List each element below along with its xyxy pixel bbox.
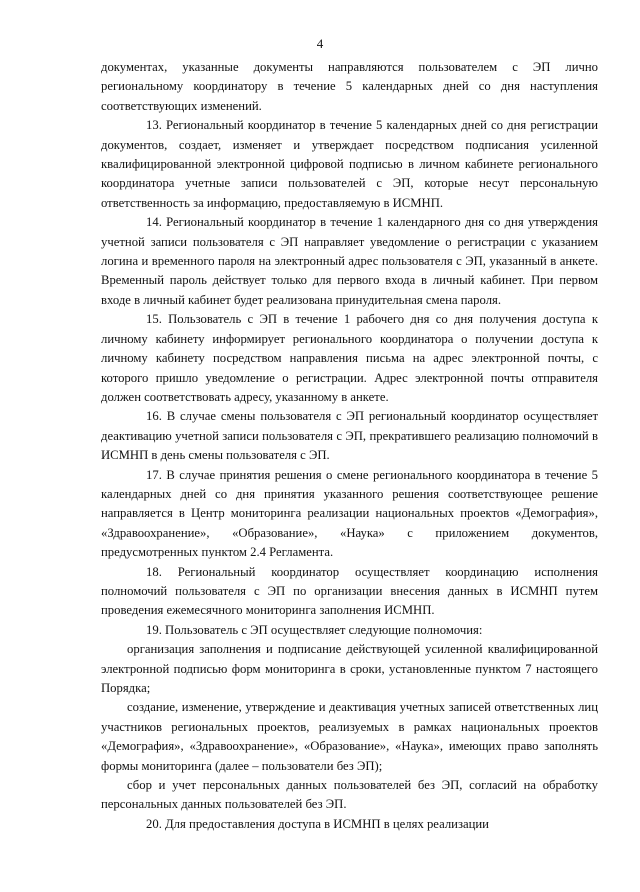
paragraph-15: 15. Пользователь с ЭП в течение 1 рабочего дня со дня получения доступа к личному кабинету информирует регионального координатора о получении доступа к личному кабинету посредством направления письма на адрес электронной почты, с которого пришло уведомление о регистрации. Адрес электронной почты отправителя должен соответствовать адресу, указанному в анкете. — [101, 312, 598, 404]
document-body — [101, 58, 598, 834]
paragraph-14: 14. Региональный координатор в течение 1 календарного дня со дня утверждения учетной записи пользователя с ЭП направляет уведомление о регистрации с указанием логина и временного пароля на электронный адрес пользователя с ЭП, указанный в анкете. Временный пароль действует только для первого входа в личный кабинет. При первом входе в личный кабинет будет реализована принудительная смена пароля. — [101, 215, 598, 307]
paragraph-13: 13. Региональный координатор в течение 5 календарных дней со дня регистрации документов, создает, изменяет и утверждает посредством подписания усиленной квалифицированной электронной цифровой подписью в личном кабинете регионального координатора учетные записи пользователей с ЭП, которые несут персональную ответственность за информацию, предоставляемую в ИСМНП. — [101, 118, 598, 210]
paragraph-continuation: документах, указанные документы направляются пользователем с ЭП лично региональному координатору в течение 5 календарных дней со дня наступления соответствующих изменений. — [101, 60, 598, 113]
paragraph-19: 19. Пользователь с ЭП осуществляет следующие полномочия: — [146, 622, 483, 637]
page-number: 4 — [316, 36, 324, 51]
paragraph-20: 20. Для предоставления доступа в ИСМНП в целях реализации — [146, 816, 489, 831]
paragraph-19-item-2: создание, изменение, утверждение и деактивация учетных записей ответственных лиц участников региональных проектов, реализуемых в рамках национальных проектов «Демография», «Здравоохранение», «Образование», «Наука», имеющих право заполнять формы мониторинга (далее – пользователи без ЭП); — [101, 700, 598, 773]
paragraph-16: 16. В случае смены пользователя с ЭП региональный координатор осуществляет деактивацию учетной записи пользователя с ЭП, прекратившего реализацию полномочий в ИСМНП в день смены пользователя с ЭП. — [101, 409, 598, 463]
paragraph-19-item-1: организация заполнения и подписание действующей усиленной квалифицированной электронной подписью форм мониторинга в сроки, установленные пунктом 7 настоящего Порядка; — [101, 642, 598, 695]
paragraph-18: 18. Региональный координатор осуществляет координацию исполнения полномочий пользователя с ЭП по организации внесения данных в ИСМНП путем проведения ежемесячного мониторинга заполнения ИСМНП. — [101, 564, 598, 618]
paragraph-19-item-3: сбор и учет персональных данных пользователей без ЭП, согласий на обработку персональных данных пользователей без ЭП. — [101, 778, 598, 812]
paragraph-17: 17. В случае принятия решения о смене регионального координатора в течение 5 календарных дней со дня принятия указанного решения соответствующее решение направляется в Центр мониторинга реализации национальных проектов «Демография», «Здравоохранение», «Образование», «Наука» с приложением документов, предусмотренных пунктом 2.4 Регламента. — [101, 467, 598, 560]
